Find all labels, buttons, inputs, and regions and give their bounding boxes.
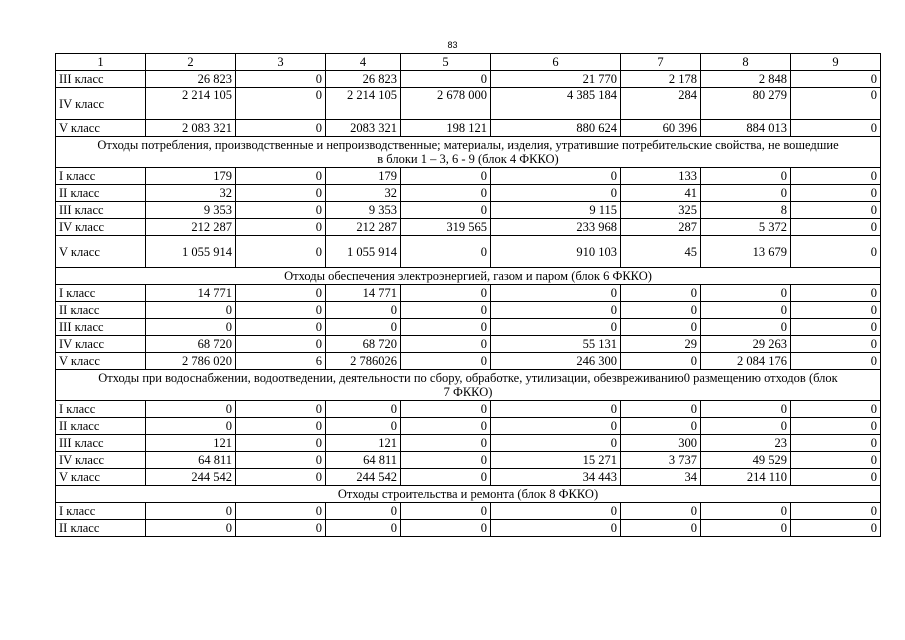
row-label: IV класс [56, 219, 146, 236]
table-cell: 2 786026 [326, 353, 401, 370]
table-cell: 55 131 [491, 336, 621, 353]
row-label: IV класс [56, 336, 146, 353]
table-cell: 325 [621, 202, 701, 219]
table-cell: 0 [791, 185, 881, 202]
table-cell: 880 624 [491, 120, 621, 137]
section-title-row [56, 137, 881, 168]
table-cell: 29 263 [701, 336, 791, 353]
table-cell: 0 [701, 520, 791, 537]
table-cell: 0 [791, 353, 881, 370]
table-cell: 179 [146, 168, 236, 185]
table-cell: 0 [401, 336, 491, 353]
row-label: III класс [56, 202, 146, 219]
table-cell: 212 287 [146, 219, 236, 236]
table-cell: 0 [146, 520, 236, 537]
table-cell: 0 [701, 302, 791, 319]
table-cell: 0 [791, 336, 881, 353]
table-cell: 5 372 [701, 219, 791, 236]
column-header: 2 [146, 54, 236, 71]
table-cell: 0 [401, 319, 491, 336]
row-label: V класс [56, 469, 146, 486]
section-title-row [56, 486, 881, 503]
table-cell: 68 720 [146, 336, 236, 353]
table-cell: 2 848 [701, 71, 791, 88]
table-cell: 121 [146, 435, 236, 452]
table-cell: 0 [701, 319, 791, 336]
table-cell: 0 [401, 71, 491, 88]
table-cell: 0 [791, 219, 881, 236]
table-cell: 133 [621, 168, 701, 185]
table-cell: 4 385 184 [491, 88, 621, 120]
table-cell: 0 [791, 401, 881, 418]
table-cell: 0 [236, 202, 326, 219]
row-label: V класс [56, 236, 146, 268]
table-row [56, 202, 881, 219]
row-label: III класс [56, 71, 146, 88]
column-header: 8 [701, 54, 791, 71]
table-row [56, 469, 881, 486]
table-cell: 14 771 [146, 285, 236, 302]
table-cell: 0 [621, 520, 701, 537]
table-cell: 0 [401, 353, 491, 370]
table-cell: 0 [401, 401, 491, 418]
table-cell: 8 [701, 202, 791, 219]
table-cell: 0 [621, 302, 701, 319]
table-cell: 214 110 [701, 469, 791, 486]
table-cell: 2 083 321 [146, 120, 236, 137]
table-cell: 9 115 [491, 202, 621, 219]
header-row [56, 54, 881, 71]
table-cell: 14 771 [326, 285, 401, 302]
table-cell: 0 [491, 285, 621, 302]
table-cell: 0 [236, 452, 326, 469]
table-cell: 0 [791, 120, 881, 137]
table-cell: 0 [146, 503, 236, 520]
table-cell: 0 [621, 353, 701, 370]
column-header: 7 [621, 54, 701, 71]
row-label: IV класс [56, 452, 146, 469]
table-cell: 0 [621, 319, 701, 336]
table-row [56, 168, 881, 185]
table-cell: 0 [491, 319, 621, 336]
table-cell: 0 [401, 469, 491, 486]
table-cell: 0 [401, 418, 491, 435]
table-cell: 1 055 914 [146, 236, 236, 268]
table-cell: 0 [236, 285, 326, 302]
table-row [56, 418, 881, 435]
table-cell: 0 [401, 452, 491, 469]
table-cell: 0 [326, 520, 401, 537]
table-cell: 0 [146, 302, 236, 319]
section-title-row [56, 268, 881, 285]
table-cell: 0 [401, 302, 491, 319]
table-cell: 233 968 [491, 219, 621, 236]
table-cell: 34 443 [491, 469, 621, 486]
table-cell: 884 013 [701, 120, 791, 137]
table-cell: 198 121 [401, 120, 491, 137]
table-cell: 9 353 [326, 202, 401, 219]
table-cell: 0 [401, 185, 491, 202]
row-label: III класс [56, 435, 146, 452]
table-cell: 68 720 [326, 336, 401, 353]
table-cell: 0 [791, 236, 881, 268]
column-header: 6 [491, 54, 621, 71]
table-cell: 0 [791, 418, 881, 435]
table-cell: 2 214 105 [146, 88, 236, 120]
table-cell: 0 [236, 469, 326, 486]
table-cell: 0 [701, 185, 791, 202]
table-cell: 2 178 [621, 71, 701, 88]
table-cell: 0 [791, 452, 881, 469]
row-label: II класс [56, 302, 146, 319]
table-cell: 64 811 [146, 452, 236, 469]
table-cell: 80 279 [701, 88, 791, 120]
table-cell: 179 [326, 168, 401, 185]
table-row [56, 503, 881, 520]
table-cell: 0 [791, 319, 881, 336]
table-cell: 23 [701, 435, 791, 452]
row-label: II класс [56, 185, 146, 202]
table-cell: 0 [236, 503, 326, 520]
table-row [56, 401, 881, 418]
table-row [56, 120, 881, 137]
table-cell: 0 [236, 168, 326, 185]
table-body [56, 54, 881, 537]
table-cell: 212 287 [326, 219, 401, 236]
table-cell: 287 [621, 219, 701, 236]
table-cell: 0 [701, 285, 791, 302]
table-cell: 3 737 [621, 452, 701, 469]
table-cell: 0 [401, 202, 491, 219]
table-cell: 0 [236, 418, 326, 435]
table-cell: 319 565 [401, 219, 491, 236]
table-cell: 0 [491, 435, 621, 452]
table-cell: 45 [621, 236, 701, 268]
table-cell: 0 [621, 285, 701, 302]
table-cell: 0 [701, 401, 791, 418]
table-cell: 0 [491, 401, 621, 418]
table-cell: 284 [621, 88, 701, 120]
table-cell: 26 823 [146, 71, 236, 88]
table-cell: 0 [326, 418, 401, 435]
table-cell: 0 [236, 302, 326, 319]
table-cell: 49 529 [701, 452, 791, 469]
table-cell: 2 214 105 [326, 88, 401, 120]
column-header: 3 [236, 54, 326, 71]
table-cell: 246 300 [491, 353, 621, 370]
table-cell: 0 [236, 236, 326, 268]
table-cell: 0 [791, 520, 881, 537]
table-cell: 29 [621, 336, 701, 353]
table-cell: 15 271 [491, 452, 621, 469]
row-label: I класс [56, 401, 146, 418]
table-cell: 32 [326, 185, 401, 202]
table-cell: 1 055 914 [326, 236, 401, 268]
table-cell: 244 542 [146, 469, 236, 486]
table-cell: 0 [491, 418, 621, 435]
table-cell: 0 [236, 185, 326, 202]
table-cell: 0 [701, 418, 791, 435]
table-cell: 0 [146, 401, 236, 418]
table-cell: 0 [791, 435, 881, 452]
row-label: IV класс [56, 88, 146, 120]
row-label: I класс [56, 168, 146, 185]
table-cell: 0 [401, 285, 491, 302]
table-cell: 0 [401, 236, 491, 268]
table-cell: 0 [621, 401, 701, 418]
table-cell: 2 786 020 [146, 353, 236, 370]
table-cell: 0 [401, 435, 491, 452]
table-cell: 0 [401, 503, 491, 520]
table-cell: 0 [791, 168, 881, 185]
table-row [56, 302, 881, 319]
table-cell: 0 [621, 418, 701, 435]
table-cell: 0 [236, 71, 326, 88]
table-cell: 0 [236, 435, 326, 452]
table-row [56, 452, 881, 469]
row-label: II класс [56, 418, 146, 435]
table-cell: 0 [621, 503, 701, 520]
section-title: Отходы строительства и ремонта (блок 8 ФККО) [56, 486, 881, 503]
table-cell: 0 [236, 336, 326, 353]
table-cell: 0 [236, 88, 326, 120]
table-cell: 0 [701, 168, 791, 185]
row-label: V класс [56, 353, 146, 370]
table-row [56, 435, 881, 452]
table-row [56, 219, 881, 236]
table-row [56, 185, 881, 202]
table-cell: 0 [236, 219, 326, 236]
table-cell: 121 [326, 435, 401, 452]
table-cell: 2 678 000 [401, 88, 491, 120]
table-row [56, 353, 881, 370]
table-cell: 0 [791, 88, 881, 120]
row-label: I класс [56, 503, 146, 520]
column-header: 1 [56, 54, 146, 71]
table-cell: 0 [326, 503, 401, 520]
table-cell: 60 396 [621, 120, 701, 137]
row-label: V класс [56, 120, 146, 137]
table-cell: 0 [791, 503, 881, 520]
table-cell: 0 [791, 302, 881, 319]
table-cell: 0 [791, 285, 881, 302]
table-cell: 26 823 [326, 71, 401, 88]
table-cell: 64 811 [326, 452, 401, 469]
section-title: Отходы при водоснабжении, водоотведении, деятельности по сбору, обработке, утилизации, обезвреживанию0 размещению отходов (блок 7 ФККО) [56, 370, 881, 401]
table-cell: 0 [701, 503, 791, 520]
column-header: 9 [791, 54, 881, 71]
table-cell: 244 542 [326, 469, 401, 486]
row-label: III класс [56, 319, 146, 336]
table-cell: 0 [326, 319, 401, 336]
page-number: 83 [447, 40, 458, 50]
column-header: 5 [401, 54, 491, 71]
table-cell: 0 [236, 520, 326, 537]
table-cell: 2083 321 [326, 120, 401, 137]
table-cell: 0 [491, 185, 621, 202]
table-row [56, 336, 881, 353]
section-title-row [56, 370, 881, 401]
table-cell: 0 [491, 302, 621, 319]
table-cell: 0 [491, 503, 621, 520]
table-cell: 0 [791, 202, 881, 219]
table-cell: 32 [146, 185, 236, 202]
table-cell: 34 [621, 469, 701, 486]
table-cell: 300 [621, 435, 701, 452]
table-cell: 910 103 [491, 236, 621, 268]
row-label: I класс [56, 285, 146, 302]
waste-table [55, 53, 881, 537]
table-cell: 6 [236, 353, 326, 370]
table-cell: 0 [491, 520, 621, 537]
table-cell: 2 084 176 [701, 353, 791, 370]
table-cell: 0 [401, 168, 491, 185]
table-cell: 0 [491, 168, 621, 185]
table-row [56, 71, 881, 88]
section-title: Отходы потребления, производственные и непроизводственные; материалы, изделия, утратившие потребительские свойства, не вошедшие в блоки 1 – 3, 6 - 9 (блок 4 ФККО) [56, 137, 881, 168]
table-cell: 0 [236, 401, 326, 418]
table-cell: 0 [146, 418, 236, 435]
table-cell: 0 [146, 319, 236, 336]
table-row [56, 88, 881, 120]
table-row [56, 319, 881, 336]
table-cell: 0 [791, 71, 881, 88]
table-row [56, 520, 881, 537]
column-header: 4 [326, 54, 401, 71]
section-title: Отходы обеспечения электроэнергией, газом и паром (блок 6 ФККО) [56, 268, 881, 285]
table-cell: 13 679 [701, 236, 791, 268]
table-row [56, 285, 881, 302]
table-cell: 41 [621, 185, 701, 202]
table-cell: 0 [326, 401, 401, 418]
table-row [56, 236, 881, 268]
table-cell: 0 [791, 469, 881, 486]
table-cell: 9 353 [146, 202, 236, 219]
table-cell: 0 [236, 319, 326, 336]
table-cell: 0 [326, 302, 401, 319]
table-cell: 0 [236, 120, 326, 137]
row-label: II класс [56, 520, 146, 537]
table-cell: 21 770 [491, 71, 621, 88]
table-cell: 0 [401, 520, 491, 537]
